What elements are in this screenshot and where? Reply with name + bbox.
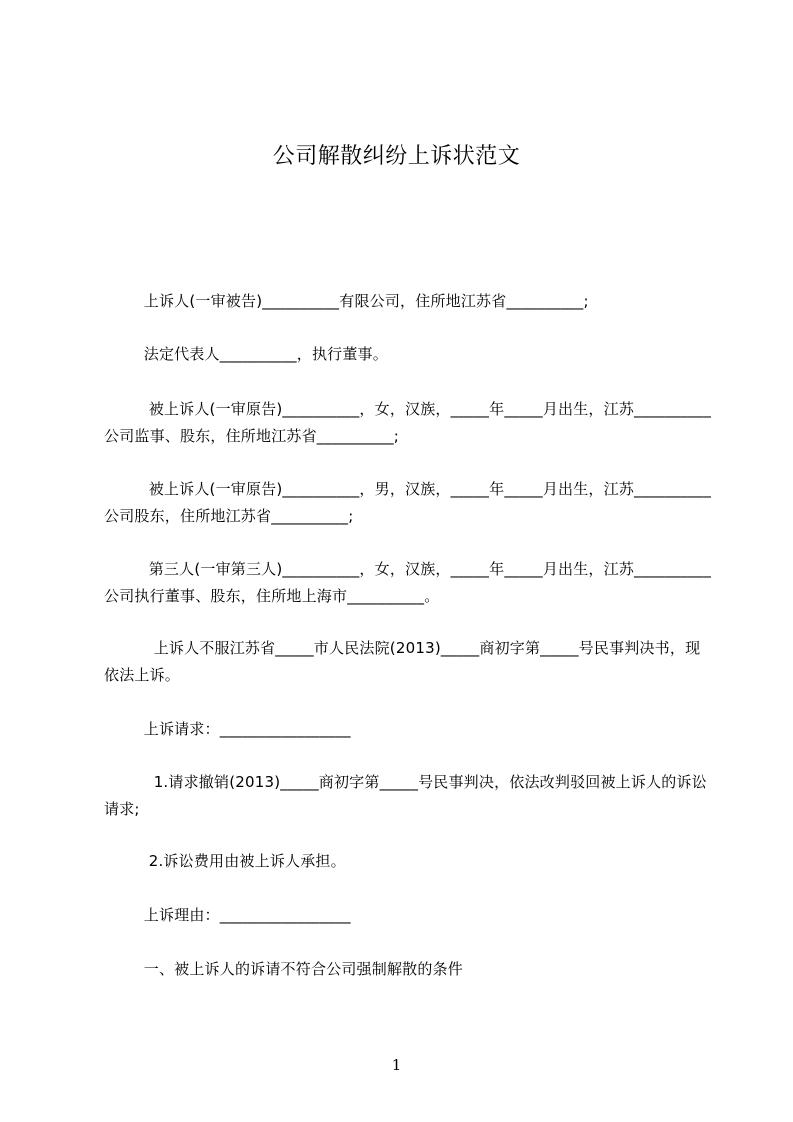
page-number: 1 bbox=[391, 1056, 402, 1074]
paragraph-request-1: 1.请求撤销(2013)_____商初字第_____号民事判决，依法改判驳回被上诉人的诉讼请求; bbox=[104, 773, 707, 818]
document-title: 公司解散纠纷上诉状范文 bbox=[272, 144, 521, 169]
paragraph-request-2: 2.诉讼费用由被上诉人承担。 bbox=[104, 852, 346, 870]
paragraph-appellee-2: 被上诉人(一审原告)__________，男，汉族，_____年_____月出生，江苏__________公司股东，住所地江苏省__________; bbox=[104, 480, 712, 525]
paragraph-appellee-1: 被上诉人(一审原告)__________，女，汉族，_____年_____月出生，江苏__________公司监事、股东，住所地江苏省__________; bbox=[104, 400, 712, 445]
paragraph-appeal-statement: 上诉人不服江苏省_____市人民法院(2013)_____商初字第_____号民事判决书，现依法上诉。 bbox=[104, 639, 701, 684]
paragraph-appeal-reasons-heading: 上诉理由：_________________ bbox=[104, 906, 351, 924]
paragraph-reason-1-heading: 一、被上诉人的诉请不符合公司强制解散的条件 bbox=[104, 960, 463, 978]
paragraph-appellant: 上诉人(一审被告)__________有限公司，住所地江苏省__________; bbox=[104, 292, 589, 310]
paragraph-appeal-requests-heading: 上诉请求：_________________ bbox=[104, 720, 351, 738]
paragraph-third-party: 第三人(一审第三人)__________，女，汉族，_____年_____月出生，江苏__________公司执行董事、股东，住所地上海市__________。 bbox=[104, 560, 712, 605]
paragraph-legal-representative: 法定代表人__________，执行董事。 bbox=[104, 345, 388, 363]
